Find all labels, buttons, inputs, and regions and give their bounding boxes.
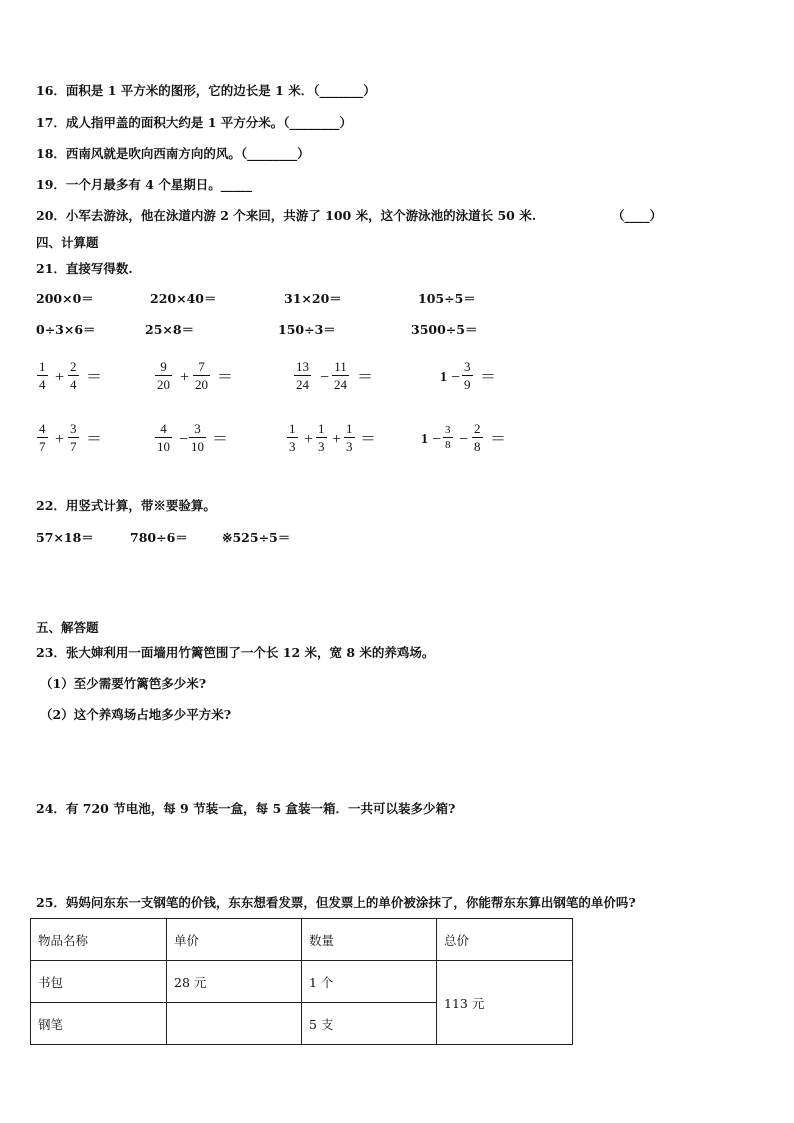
- header-item-name: 物品名称: [31, 919, 167, 961]
- vertical-calc-1: 57×18＝: [36, 530, 94, 545]
- operator: +: [55, 369, 65, 386]
- fraction: 1 3: [289, 421, 296, 454]
- calc-r2-c2: 25×8＝: [145, 322, 195, 337]
- fraction: 3 8: [445, 424, 451, 451]
- header-unit-price: 单价: [167, 919, 302, 961]
- fraction: 3 7: [70, 421, 77, 454]
- question-24: 24．有 720 节电池，每 9 节装一盒，每 5 盒装一箱．一共可以装多少箱?: [36, 801, 456, 816]
- header-quantity: 数量: [302, 919, 437, 961]
- calc-r2-c1: 0÷3×6＝: [36, 322, 96, 337]
- operator: −: [451, 369, 461, 386]
- question-21: 21．直接写得数.: [36, 261, 133, 276]
- question-25: 25．妈妈问东东一支钢笔的价钱，东东想看发票，但发票上的单价被涂抹了，你能帮东东算出钢笔的单价吗?: [36, 895, 636, 910]
- operator: +: [55, 431, 65, 448]
- cell-quantity: 5 支: [302, 1003, 437, 1045]
- cell-total: 113 元: [437, 961, 573, 1045]
- question-17: 17．成人指甲盖的面积大约是 1 平方分米。（________）: [36, 115, 353, 130]
- question-20: 20．小军去游泳，他在泳道内游 2 个来回，共游了 100 米，这个游泳池的泳道长 50 米.: [36, 208, 537, 223]
- table-header-row: [31, 919, 573, 961]
- calc-r1-c2: 220×40＝: [150, 291, 217, 306]
- calc-r1-c3: 31×20＝: [284, 291, 342, 306]
- operator: +: [180, 369, 190, 386]
- cell-price-smeared: [167, 1003, 302, 1045]
- question-22: 22．用竖式计算，带※要验算。: [36, 498, 216, 513]
- operator: −: [459, 431, 469, 448]
- vertical-calc-2: 780÷6＝: [130, 530, 188, 545]
- header-total: 总价: [437, 919, 573, 961]
- cell-name: 书包: [31, 961, 167, 1003]
- question-19: 19．一个月最多有 4 个星期日。_____: [36, 177, 253, 192]
- cell-quantity: 1 个: [302, 961, 437, 1003]
- calc-r2-c4: 3500÷5＝: [411, 322, 478, 337]
- operator: −: [432, 431, 442, 448]
- question-23: 23．张大婶利用一面墙用竹篱笆围了一个长 12 米，宽 8 米的养鸡场。: [36, 645, 435, 660]
- equals-sign: ＝: [212, 431, 229, 448]
- fraction: 2 4: [70, 359, 77, 392]
- vertical-calc-3: ※525÷5＝: [222, 530, 291, 545]
- section-4-heading: 四、计算题: [36, 235, 99, 250]
- question-23-part-2: （2）这个养鸡场占地多少平方米?: [40, 707, 232, 722]
- question-16: 16．面积是 1 平方米的图形，它的边长是 1 米．（_______）: [36, 83, 376, 98]
- question-20-blank: （____）: [612, 208, 663, 223]
- fraction: 3 9: [464, 359, 471, 392]
- calc-r1-c4: 105÷5＝: [418, 291, 476, 306]
- fraction: 7 20: [195, 359, 208, 392]
- operator: −: [320, 369, 330, 386]
- fraction: 1 3: [346, 421, 353, 454]
- equals-sign: ＝: [86, 431, 103, 448]
- invoice-table: [30, 918, 573, 1045]
- fraction: 13 24: [296, 359, 309, 392]
- calc-r1-c1: 200×0＝: [36, 291, 94, 306]
- fraction: 1 4: [39, 359, 46, 392]
- fraction: 3 10: [191, 421, 204, 454]
- cell-price: 28 元: [167, 961, 302, 1003]
- equals-sign: ＝: [490, 431, 507, 448]
- fraction: 11 24: [334, 359, 347, 392]
- fraction: 9 20: [157, 359, 170, 392]
- calc-r2-c3: 150÷3＝: [278, 322, 336, 337]
- cell-name: 钢笔: [31, 1003, 167, 1045]
- fraction: 1 3: [318, 421, 325, 454]
- operator: +: [304, 431, 314, 448]
- equals-sign: ＝: [86, 369, 103, 386]
- operator: +: [332, 431, 342, 448]
- equals-sign: ＝: [357, 369, 374, 386]
- equals-sign: ＝: [480, 369, 497, 386]
- integer: 1: [440, 370, 447, 385]
- table-row: [31, 961, 573, 1003]
- equals-sign: ＝: [360, 431, 377, 448]
- section-5-heading: 五、解答题: [36, 620, 99, 635]
- fraction: 4 10: [157, 421, 170, 454]
- integer: 1: [421, 432, 428, 447]
- question-23-part-1: （1）至少需要竹篱笆多少米?: [40, 676, 207, 691]
- question-18: 18．西南风就是吹向西南方向的风。（________）: [36, 146, 310, 161]
- fraction: 2 8: [474, 421, 481, 454]
- operator: −: [179, 431, 189, 448]
- equals-sign: ＝: [217, 369, 234, 386]
- fraction: 4 7: [39, 421, 46, 454]
